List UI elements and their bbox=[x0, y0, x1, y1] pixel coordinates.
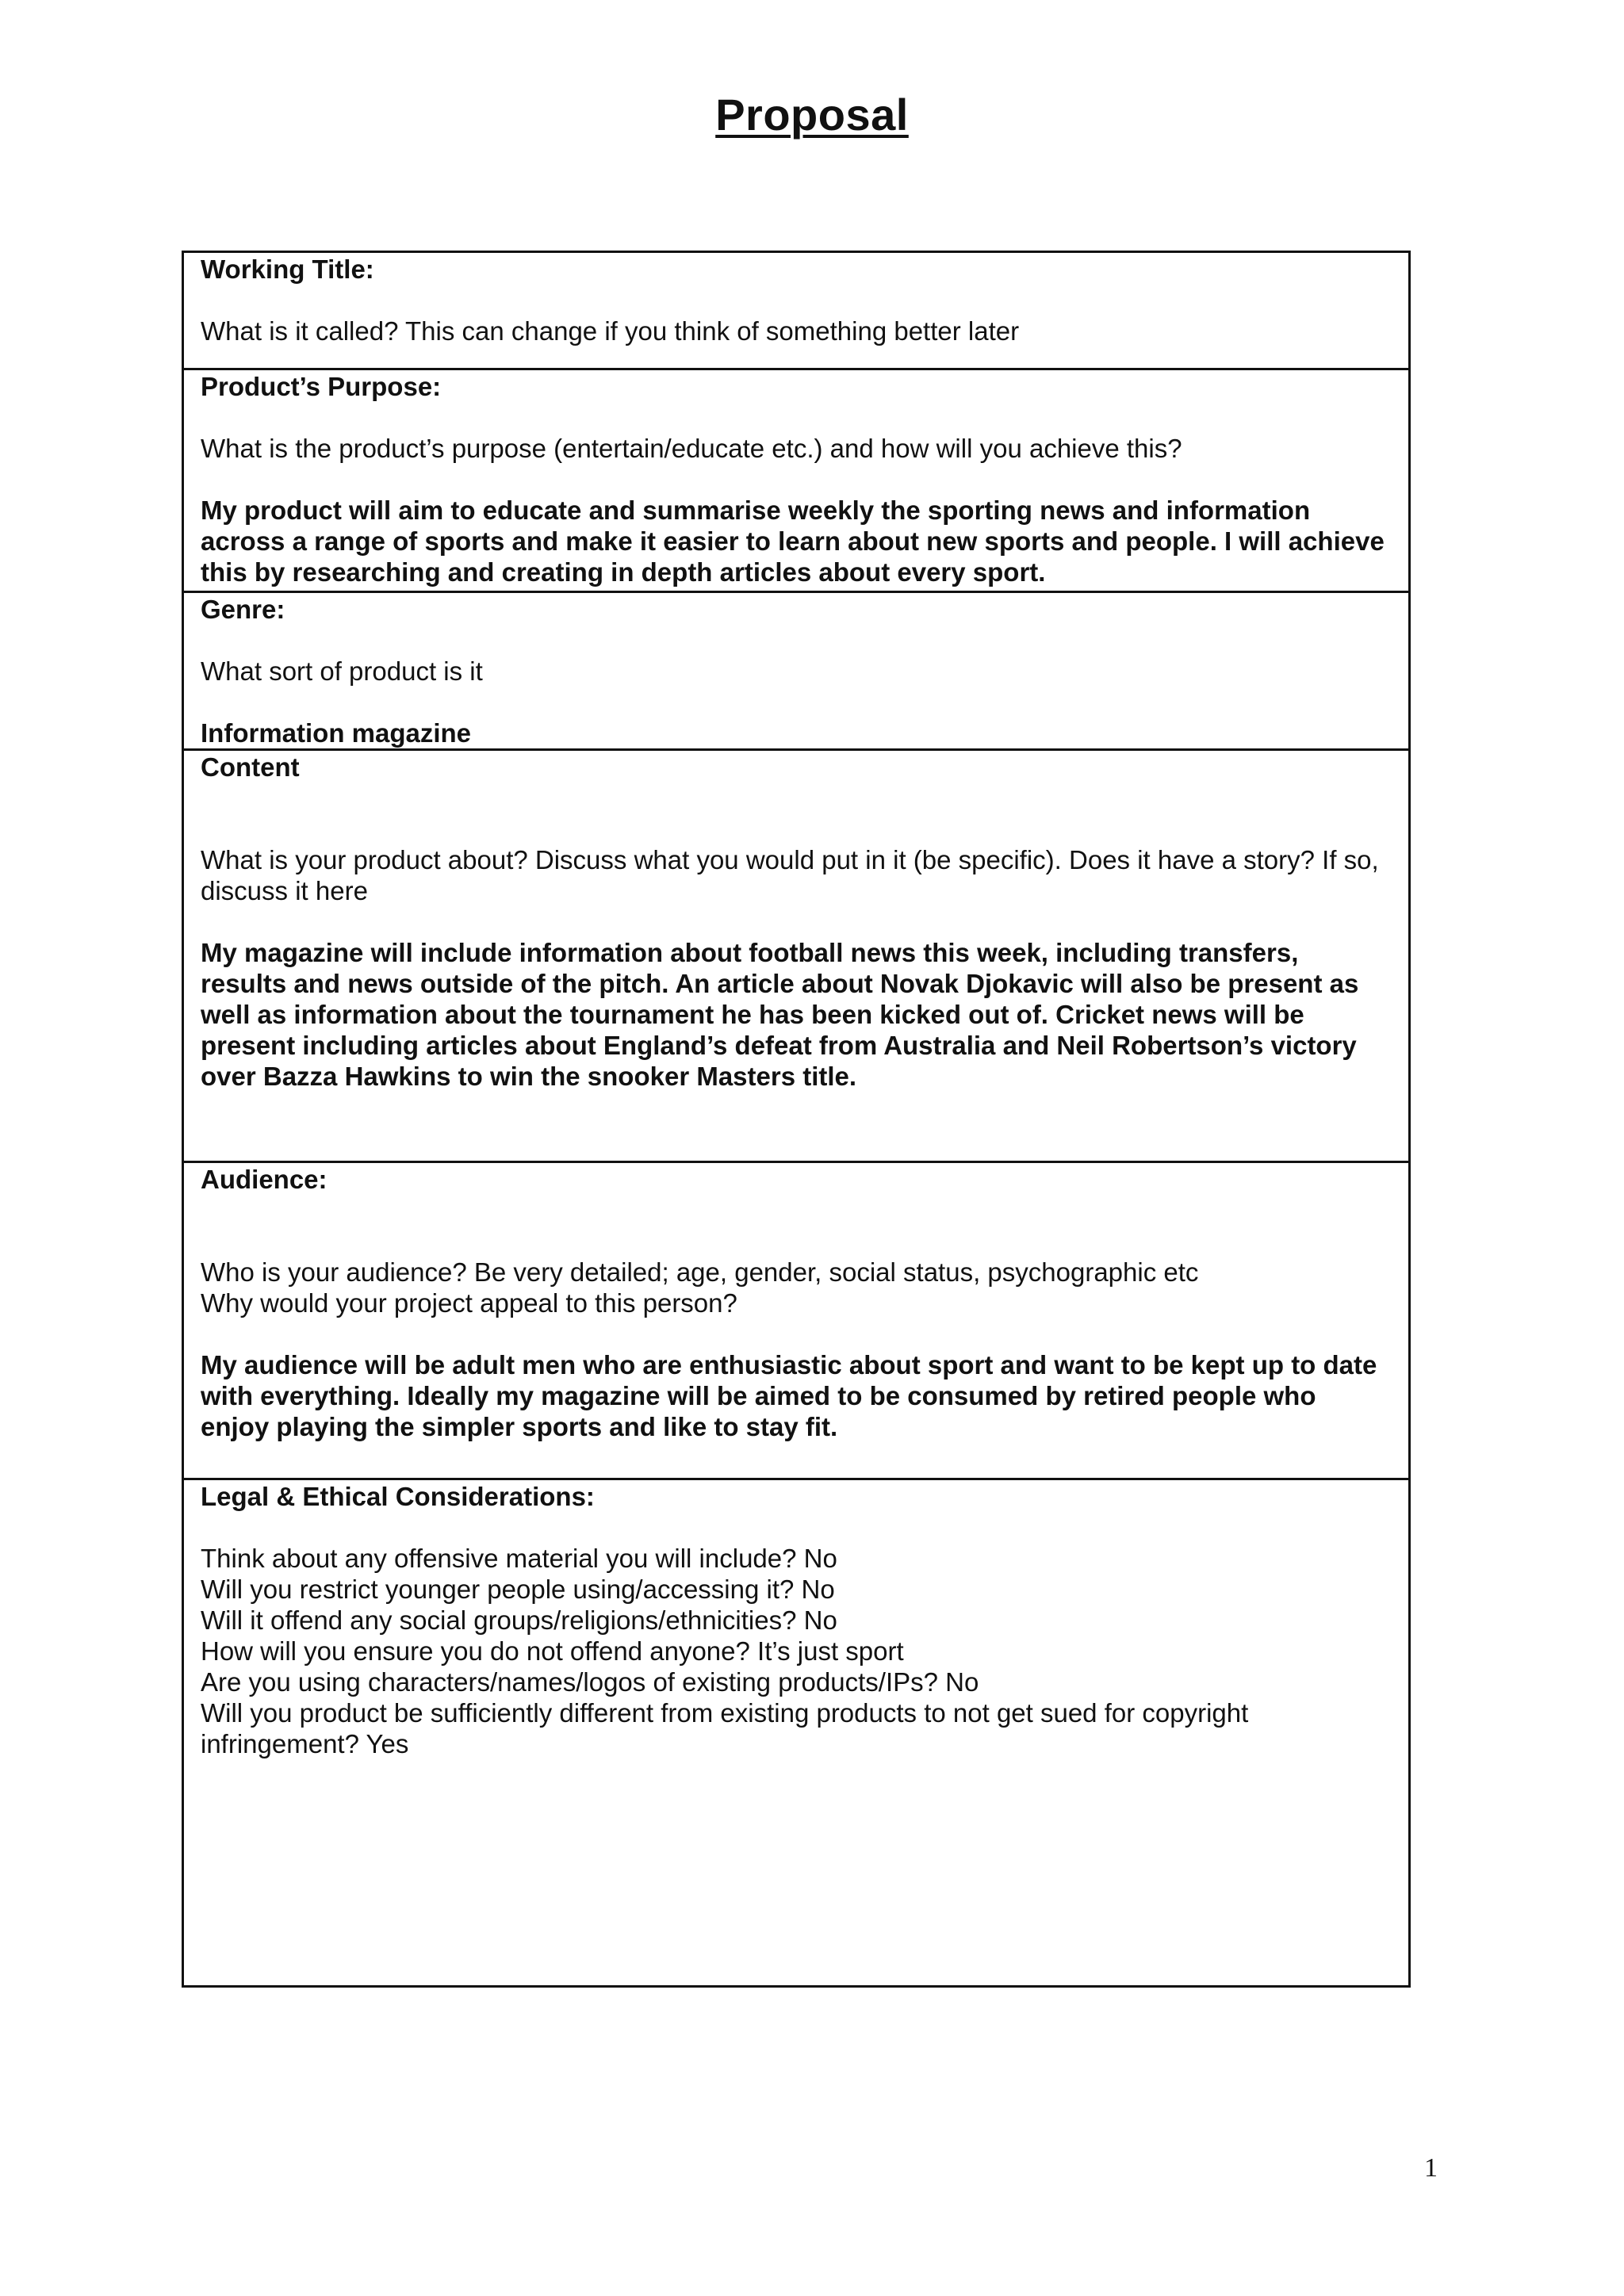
audience-answer: My audience will be adult men who are enthusiastic about sport and want to be kept up to date with everything. Ideally my magazine will be aimed to be consumed by retired people who enjoy playing the simpler sports and like to stay fit. bbox=[201, 1350, 1377, 1441]
content-answer: My magazine will include information about football news this week, including transfers, results and news outside of the pitch. An article about Novak Djokavic will also be present as well as information about the tournament he has been kicked out of. Cricket news will be present including articles about England’s defeat from Australia and Neil Robertson’s victory over Bazza Hawkins to win the snooker Masters title. bbox=[201, 938, 1359, 1091]
page-number: 1 bbox=[1424, 2153, 1438, 2183]
genre-prompt: What sort of product is it bbox=[201, 656, 483, 686]
audience-heading: Audience: bbox=[201, 1165, 327, 1194]
legal-questions bbox=[201, 1543, 1389, 1759]
legal-question: infringement? Yes bbox=[201, 1729, 409, 1758]
audience-prompt-1: Who is your audience? Be very detailed; age, gender, social status, psychographic etc bbox=[201, 1257, 1199, 1287]
page-title: Proposal bbox=[715, 90, 909, 140]
purpose-section bbox=[184, 370, 1408, 593]
legal-question: Are you using characters/names/logos of existing products/IPs? No bbox=[201, 1667, 979, 1697]
legal-question: How will you ensure you do not offend anyone? It’s just sport bbox=[201, 1636, 904, 1666]
content-section bbox=[184, 751, 1408, 1163]
purpose-heading: Product’s Purpose: bbox=[201, 372, 442, 401]
legal-section bbox=[184, 1480, 1408, 1985]
working-title-section bbox=[184, 253, 1408, 370]
genre-section bbox=[184, 593, 1408, 751]
legal-question: Will it offend any social groups/religions/ethnicities? No bbox=[201, 1605, 837, 1635]
purpose-answer: My product will aim to educate and summarise weekly the sporting news and information across a range of sports and make it easier to learn about new sports and people. I will achieve this by researching and creating in depth articles about every sport. bbox=[201, 496, 1385, 587]
genre-answer: Information magazine bbox=[201, 718, 472, 748]
legal-question: Think about any offensive material you will include? No bbox=[201, 1544, 837, 1573]
content-heading: Content bbox=[201, 752, 300, 782]
content-prompt: What is your product about? Discuss what you would put in it (be specific). Does it have a story? If so, discuss it here bbox=[201, 845, 1379, 905]
audience-prompt-2: Why would your project appeal to this person? bbox=[201, 1288, 737, 1318]
purpose-prompt: What is the product’s purpose (entertain/educate etc.) and how will you achieve this? bbox=[201, 434, 1182, 463]
working-title-prompt: What is it called? This can change if you think of something better later bbox=[201, 316, 1020, 346]
legal-question: Will you product be sufficiently different from existing products to not get sued for copyright bbox=[201, 1698, 1249, 1728]
legal-heading: Legal & Ethical Considerations: bbox=[201, 1482, 595, 1511]
working-title-heading: Working Title: bbox=[201, 254, 374, 284]
legal-question: Will you restrict younger people using/accessing it? No bbox=[201, 1575, 835, 1604]
proposal-form-table bbox=[182, 251, 1411, 1988]
audience-section bbox=[184, 1163, 1408, 1480]
genre-heading: Genre: bbox=[201, 595, 285, 624]
